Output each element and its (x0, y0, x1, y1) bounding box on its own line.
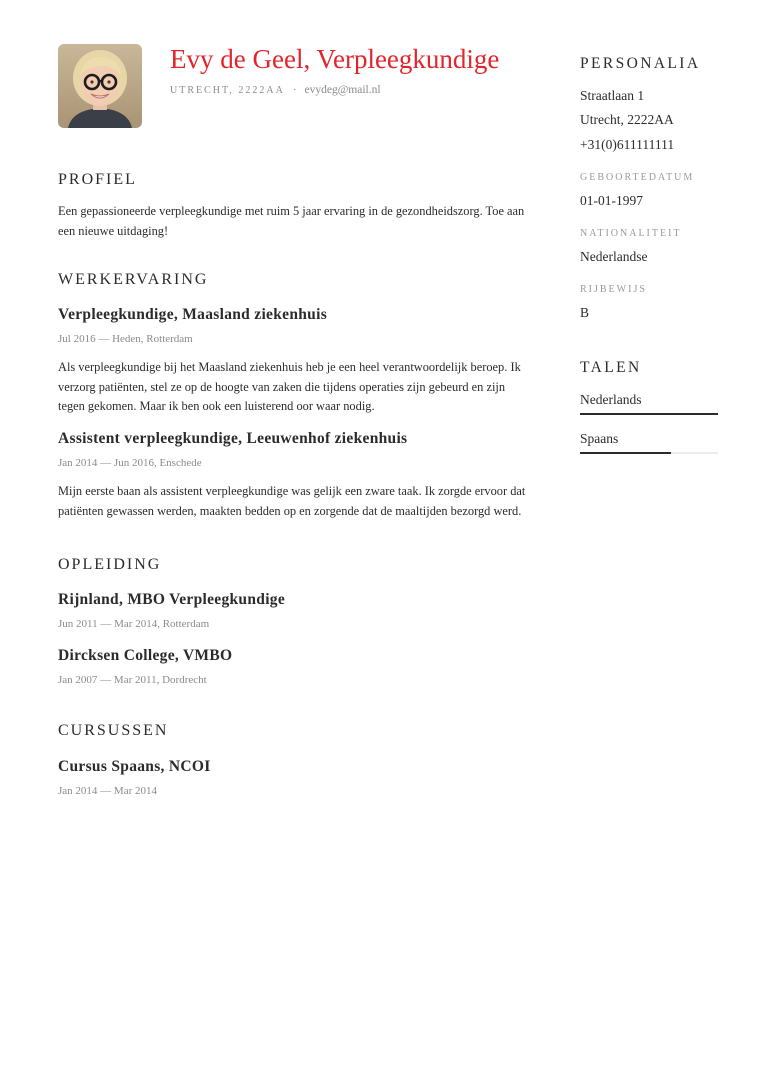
candidate-name: Evy de Geel, Verpleegkundige (170, 44, 500, 74)
language-level-bar (580, 452, 718, 454)
experience-item-title: Verpleegkundige, Maasland ziekenhuis (58, 306, 328, 323)
experience-item-text: Als verpleegkundige bij het Maasland ziekenhuis heb je een heel verantwoordelijk beroep. Ik verzorg patiënten, stel ze op de hoogte van zaken die tijdens operaties zijn gebeurd en zijn tegen gekomen. Maar ik ben ook een luisterend oor waar nodig. (58, 360, 521, 413)
nationality-label: NATIONALITEIT (580, 228, 682, 239)
education-item-meta: Jun 2011 — Mar 2014, Rotterdam (58, 618, 210, 630)
language-level-fill (580, 413, 718, 415)
experience-item-meta: Jan 2014 — Jun 2016, Enschede (58, 457, 202, 469)
license-value: B (580, 305, 590, 320)
education-item-title: Dircksen College, VMBO (58, 647, 233, 664)
profile-photo-image (58, 44, 142, 128)
section-title-profile: PROFIEL (58, 171, 137, 188)
language-level-fill (580, 452, 671, 454)
section-title-experience: WERKERVARING (58, 271, 209, 288)
birthdate-value: 01-01-1997 (580, 193, 643, 208)
section-title-courses: CURSUSSEN (58, 722, 169, 739)
language-name: Nederlands (580, 392, 642, 407)
address-line2: Utrecht, 2222AA (580, 112, 674, 127)
contact-separator: · (292, 84, 297, 96)
birthdate-label: GEBOORTEDATUM (580, 172, 695, 183)
section-title-education: OPLEIDING (58, 556, 162, 573)
profile-text: Een gepassioneerde verpleegkundige met ruim 5 jaar ervaring in de gezondheidszorg. Toe aan een nieuwe uitdaging! (58, 204, 525, 238)
phone-number: +31(0)611111111 (580, 137, 675, 152)
license-label: RIJBEWIJS (580, 284, 647, 295)
profile-photo (58, 44, 142, 128)
course-item-title: Cursus Spaans, NCOI (58, 758, 211, 775)
contact-email: evydeg@mail.nl (304, 84, 381, 96)
experience-item-text: Mijn eerste baan als assistent verpleegkundige was gelijk een zware taak. Ik zorgde ervoor dat patiënten gewassen werden, maakten bedden op en zorgende dat de maaltijden bezorgd werd. (58, 484, 526, 518)
experience-item-meta: Jul 2016 — Heden, Rotterdam (58, 333, 193, 345)
section-title-personalia: PERSONALIA (580, 55, 701, 72)
contact-city: UTRECHT, 2222AA (170, 85, 285, 96)
contact-line (170, 84, 381, 96)
language-name: Spaans (580, 431, 619, 446)
address-line1: Straatlaan 1 (580, 88, 645, 103)
experience-item-title: Assistent verpleegkundige, Leeuwenhof ziekenhuis (58, 430, 408, 447)
education-item-meta: Jan 2007 — Mar 2011, Dordrecht (58, 674, 207, 686)
course-item-meta: Jan 2014 — Mar 2014 (58, 785, 157, 797)
section-title-languages: TALEN (580, 359, 642, 376)
language-level-bar (580, 413, 718, 415)
nationality-value: Nederlandse (580, 249, 648, 264)
education-item-title: Rijnland, MBO Verpleegkundige (58, 591, 286, 608)
